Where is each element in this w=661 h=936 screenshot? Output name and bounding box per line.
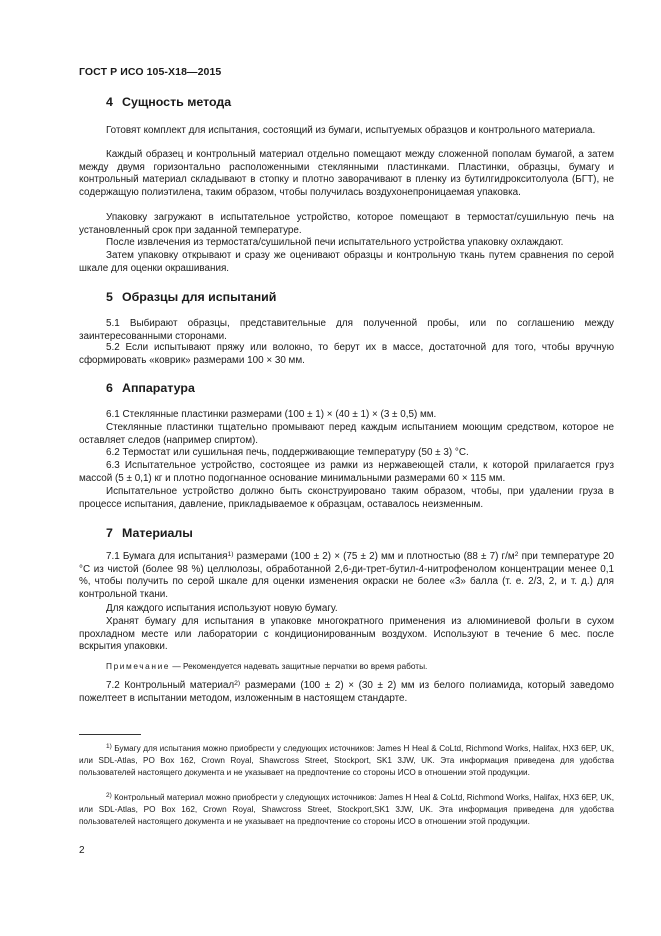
standard-header: ГОСТ Р ИСО 105-Х18—2015 [79, 66, 222, 78]
section-7-paragraph-1 [79, 551, 614, 601]
unit-exponent: 2 [514, 551, 519, 558]
section-6-paragraph-5: Испытательное устройство должно быть сконструировано таким образом, чтобы, при удалении груза в процессе испытания, давление, прикладываемое к образцам, оставалось неизменным. [79, 486, 614, 510]
footnote-2-text: Контрольный материал можно приобрести у следующих источников: James H Heal & CoLtd, Richmond Works, Halifax, HX3 6EP, UK, или SDL-Atlas, PO Box 162, Crown Royal, Shawcross Street, Stockport,SK1 3JW, UK. Эта информация приведена для удобства пользователей настоящего документа и не указывает на предпочтение со стороны ИСО в отношении этой продукции. [79, 793, 614, 827]
section-6-number: 6 [106, 381, 113, 395]
section-7-title: Материалы [122, 526, 193, 540]
section-5-heading [106, 290, 276, 304]
section-4-paragraph-2: Каждый образец и контрольный материал отдельно помещают между сложенной пополам бумагой, а затем между двумя горизонтально расположенными стеклянными пластинками. Пластинки, образцы, бумагу и контрольный материал складывают в стопку и плотно заворачивают в пленку из бутилгидрокситолуола (БГТ), не содержащую полиэтилена, таким образом, чтобы получилась воздухонепроницаемая упаковка. [79, 149, 614, 198]
section-5-title: Образцы для испытаний [122, 290, 277, 304]
note [106, 661, 616, 672]
section-6-heading [106, 381, 195, 395]
section-7-heading [106, 526, 193, 540]
section-4-paragraph-1: Готовят комплект для испытания, состоящий из бумаги, испытуемых образцов и контрольного материала. [106, 125, 596, 136]
footnote-1-text: Бумагу для испытания можно приобрести у следующих источников: James H Heal & CoLtd, Richmond Works, Halifax, HX3 6EP, UK, или SDL-Atlas, PO Box 162, Crown Royal, Shawcross Street, Stockport, SK1 3JW, UK. Эта информация приведена для удобства пользователей настоящего документа и не указывает на предпочтение со стороны ИСО в отношении этой продукции. [79, 744, 614, 778]
section-4-heading [106, 95, 231, 109]
section-7-paragraph-4 [79, 680, 614, 705]
section-7-number: 7 [106, 526, 113, 540]
footnote-ref-1: 1) [227, 551, 234, 558]
section-6-paragraph-1: 6.1 Стеклянные пластинки размерами (100 ± 1) × (40 ± 1) × (3 ± 0,5) мм. [106, 409, 437, 420]
control-item-lead: 7.2 Контрольный материал [106, 680, 235, 691]
footnote-1-mark: 1) [106, 743, 112, 750]
paper-item-details: при температуре 20 °С из чистой (более 98 %) целлюлозы, обработанной 2,6-ди-трет-бутил-4-нитрофенолом концентрации менее 0,1 %, чтобы получить по серой шкале для оценки изменения окраски не более «3» балла (т. е. 2/3, 2, и т. д.) для контрольной ткани. [79, 551, 614, 600]
paper-item-dimensions: размерами (100 ± 2) × (75 ± 2) мм и плотностью (88 ± 7) г/м [233, 551, 515, 562]
footnote-2 [79, 790, 614, 829]
footnote-ref-2: 2) [234, 680, 241, 687]
footnote-1 [79, 741, 614, 780]
section-6-paragraph-3: 6.2 Термостат или сушильная печь, поддерживающие температуру (50 ± 3) °С. [106, 447, 469, 458]
page-number: 2 [79, 845, 85, 856]
section-4-paragraph-4: После извлечения из термостата/сушильной печи испытательного устройства упаковку охлаждают. [106, 237, 564, 248]
note-label: Примечание [106, 661, 171, 671]
control-item-details: размерами (100 ± 2) × (30 ± 2) мм из белого полиамида, который заведомо пожелтеет в испытании методом, изложенным в настоящем стандарте. [79, 680, 614, 704]
section-4-title: Сущность метода [122, 95, 232, 109]
footnote-divider [79, 734, 141, 735]
section-6-title: Аппаратура [122, 381, 195, 395]
section-4-paragraph-3: Упаковку загружают в испытательное устройство, которое помещают в термостат/сушильную печь на установленный срок при заданной температуре. [79, 212, 614, 236]
section-6-paragraph-2: Стеклянные пластинки тщательно промывают перед каждым испытанием моющим средством, которое не оставляет следов (например спиртом). [79, 422, 614, 446]
section-5-paragraph-2: 5.2 Если испытывают пряжу или волокно, то берут их в массе, достаточной для того, чтобы вручную сформировать «коврик» размерами 100 × 30 мм. [79, 342, 614, 366]
section-4-number: 4 [106, 95, 113, 109]
section-5-paragraph-1: 5.1 Выбирают образцы, представительные для полученной пробы, или по соглашению между заинтересованными сторонами. [79, 318, 614, 342]
paper-item-lead: 7.1 Бумага для испытания [106, 551, 228, 562]
note-text: — Рекомендуется надевать защитные перчатки во время работы. [170, 661, 428, 671]
section-7-paragraph-2: Для каждого испытания используют новую бумагу. [106, 603, 338, 614]
footnote-2-mark: 2) [106, 792, 112, 799]
section-4-paragraph-5: Затем упаковку открывают и сразу же оценивают образцы и контрольную ткань путем сравнения по серой шкале для оценки окрашивания. [79, 250, 614, 274]
section-7-paragraph-3: Хранят бумагу для испытания в упаковке многократного применения из алюминиевой фольги в сухом прохладном месте или лаборатории с кондиционированным воздухом. Используют в течение 6 мес. после вскрытия упаковки. [79, 616, 614, 653]
section-6-paragraph-4: 6.3 Испытательное устройство, состоящее из рамки из нержавеющей стали, к которой прилагается груз массой (5 ± 0,1) кг и плотно подогнанное основание минимальными размерами 60 × 115 мм. [79, 460, 614, 484]
section-5-number: 5 [106, 290, 113, 304]
